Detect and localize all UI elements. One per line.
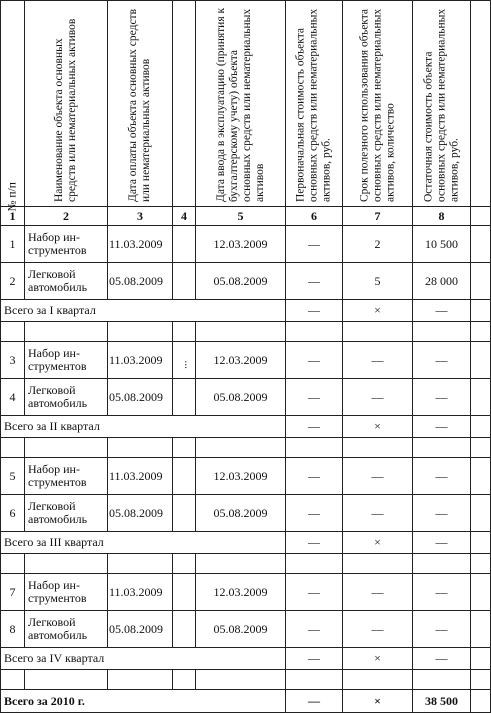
empty-cell <box>471 458 491 495</box>
empty-cell <box>196 438 286 458</box>
grand-total-useful-life: × <box>343 690 413 713</box>
residual-cost: — <box>413 574 471 611</box>
object-name: Легковой автомобиль <box>25 611 108 648</box>
column-number: 3 <box>108 207 173 226</box>
empty-cell <box>196 322 286 342</box>
column-number: 4 <box>173 207 196 226</box>
payment-date: 05.08.2009 <box>108 611 173 648</box>
row-number: 5 <box>1 458 25 495</box>
extra-cell <box>173 379 196 416</box>
empty-cell <box>471 495 491 532</box>
row-number: 3 <box>1 342 25 379</box>
payment-date: 11.03.2009 <box>108 574 173 611</box>
table-row <box>1 495 491 532</box>
total-residual-cost: — <box>413 648 471 670</box>
spacer-row <box>1 438 491 458</box>
empty-cell <box>471 300 491 322</box>
useful-life: — <box>343 495 413 532</box>
empty-cell <box>471 648 491 670</box>
residual-cost: — <box>413 458 471 495</box>
empty-cell <box>413 554 471 574</box>
object-name: Набор ин- струментов <box>25 342 108 379</box>
payment-date: 05.08.2009 <box>108 263 173 300</box>
table-row <box>1 226 491 263</box>
total-useful-life: × <box>343 416 413 438</box>
payment-date: 05.08.2009 <box>108 495 173 532</box>
total-useful-life: × <box>343 532 413 554</box>
row-number: 1 <box>1 226 25 263</box>
empty-cell <box>471 263 491 300</box>
empty-cell <box>471 438 491 458</box>
empty-cell <box>471 416 491 438</box>
grand-total-initial-cost: — <box>286 690 343 713</box>
extra-cell <box>173 611 196 648</box>
commission-date: 12.03.2009 <box>196 226 286 263</box>
empty-cell <box>471 322 491 342</box>
object-name: Легковой автомобиль <box>25 263 108 300</box>
empty-cell <box>471 226 491 263</box>
header-commission-date: Дата ввода в эксплуатацию (принятия к бухгалтерскому учету) объекта основных средств или нематериальных активов <box>196 1 286 207</box>
table-row <box>1 611 491 648</box>
empty-cell <box>471 611 491 648</box>
column-number: 1 <box>1 207 25 226</box>
empty-cell <box>196 670 286 690</box>
table-row <box>1 379 491 416</box>
empty-cell <box>108 438 173 458</box>
quarter-total-label: Всего за I квартал <box>1 300 286 322</box>
total-useful-life: × <box>343 300 413 322</box>
object-name: Набор ин- струментов <box>25 226 108 263</box>
extra-cell <box>173 574 196 611</box>
header-ellipsis: ... <box>173 1 196 207</box>
empty-cell <box>25 670 108 690</box>
spacer-row <box>1 670 491 690</box>
empty-cell <box>413 322 471 342</box>
extra-cell <box>173 495 196 532</box>
commission-date: 12.03.2009 <box>196 458 286 495</box>
initial-cost: — <box>286 263 343 300</box>
total-residual-cost: — <box>413 416 471 438</box>
empty-cell <box>343 554 413 574</box>
column-number: 6 <box>286 207 343 226</box>
initial-cost: — <box>286 458 343 495</box>
empty-cell <box>108 322 173 342</box>
empty-cell <box>173 554 196 574</box>
header-payment-date: Дата оплаты объекта основных средств или нематериальных активов <box>108 1 173 207</box>
payment-date: 11.03.2009 <box>108 342 173 379</box>
commission-date: 05.08.2009 <box>196 263 286 300</box>
quarter-total-row <box>1 300 491 322</box>
total-initial-cost: — <box>286 300 343 322</box>
empty-cell <box>471 690 491 713</box>
initial-cost: — <box>286 495 343 532</box>
residual-cost: 28 000 <box>413 263 471 300</box>
commission-date: 12.03.2009 <box>196 574 286 611</box>
residual-cost: 10 500 <box>413 226 471 263</box>
initial-cost: — <box>286 574 343 611</box>
empty-cell <box>471 532 491 554</box>
useful-life: — <box>343 342 413 379</box>
column-number-row <box>1 207 491 226</box>
empty-cell <box>173 670 196 690</box>
empty-cell <box>471 342 491 379</box>
header-number: № п/п <box>1 1 25 207</box>
residual-cost: — <box>413 342 471 379</box>
column-number: 2 <box>25 207 108 226</box>
table-row <box>1 342 491 379</box>
header-residual-cost: Остаточная стоимость объекта основных средств или нематериальных активов, руб. <box>413 1 471 207</box>
total-useful-life: × <box>343 648 413 670</box>
empty-cell <box>413 438 471 458</box>
empty-cell <box>1 322 25 342</box>
spacer-row <box>1 554 491 574</box>
empty-cell <box>25 322 108 342</box>
row-number: 4 <box>1 379 25 416</box>
residual-cost: — <box>413 611 471 648</box>
total-initial-cost: — <box>286 416 343 438</box>
useful-life: — <box>343 458 413 495</box>
useful-life: — <box>343 611 413 648</box>
payment-date: 05.08.2009 <box>108 379 173 416</box>
empty-cell <box>1 554 25 574</box>
row-number: 7 <box>1 574 25 611</box>
extra-cell <box>173 458 196 495</box>
quarter-total-row <box>1 416 491 438</box>
total-residual-cost: — <box>413 300 471 322</box>
empty-cell <box>1 670 25 690</box>
useful-life: — <box>343 574 413 611</box>
object-name: Легковой автомобиль <box>25 379 108 416</box>
empty-cell <box>343 322 413 342</box>
empty-cell <box>108 554 173 574</box>
quarter-total-label: Всего за IV квартал <box>1 648 286 670</box>
empty-cell <box>343 670 413 690</box>
row-number: 8 <box>1 611 25 648</box>
initial-cost: — <box>286 379 343 416</box>
empty-cell <box>108 670 173 690</box>
empty-cell <box>471 554 491 574</box>
header-useful-life: Срок полезного использования объекта основных средств или нематериальных активов, количество <box>343 1 413 207</box>
total-initial-cost: — <box>286 648 343 670</box>
residual-cost: — <box>413 495 471 532</box>
total-initial-cost: — <box>286 532 343 554</box>
empty-cell <box>25 438 108 458</box>
column-number: 7 <box>343 207 413 226</box>
row-number: 6 <box>1 495 25 532</box>
empty-cell <box>471 207 491 226</box>
object-name: Набор ин- струментов <box>25 458 108 495</box>
empty-cell <box>286 554 343 574</box>
useful-life: — <box>343 379 413 416</box>
header-initial-cost: Первоначальная стоимость объекта основных средств или нематериальных активов, руб. <box>286 1 343 207</box>
spacer-row <box>1 322 491 342</box>
empty-cell <box>286 322 343 342</box>
object-name: Набор ин- струментов <box>25 574 108 611</box>
empty-cell <box>286 438 343 458</box>
empty-cell <box>286 670 343 690</box>
empty-cell <box>343 438 413 458</box>
grand-total-label: Всего за 2010 г. <box>1 690 286 713</box>
grand-total-residual-cost: 38 500 <box>413 690 471 713</box>
grand-total-row <box>1 690 491 713</box>
table-row <box>1 458 491 495</box>
initial-cost: — <box>286 611 343 648</box>
empty-cell <box>173 438 196 458</box>
payment-date: 11.03.2009 <box>108 458 173 495</box>
column-number: 8 <box>413 207 471 226</box>
quarter-total-label: Всего за III квартал <box>1 532 286 554</box>
empty-cell <box>1 438 25 458</box>
empty-cell <box>413 670 471 690</box>
table-row <box>1 574 491 611</box>
empty-cell <box>471 379 491 416</box>
empty-cell <box>25 554 108 574</box>
payment-date: 11.03.2009 <box>108 226 173 263</box>
quarter-total-label: Всего за II квартал <box>1 416 286 438</box>
useful-life: 5 <box>343 263 413 300</box>
object-name: Легковой автомобиль <box>25 495 108 532</box>
commission-date: 05.08.2009 <box>196 611 286 648</box>
commission-date: 05.08.2009 <box>196 379 286 416</box>
useful-life: 2 <box>343 226 413 263</box>
initial-cost: — <box>286 226 343 263</box>
total-residual-cost: — <box>413 532 471 554</box>
table-row <box>1 263 491 300</box>
column-number: 5 <box>196 207 286 226</box>
empty-cell <box>471 574 491 611</box>
header-extra-column <box>471 1 491 207</box>
quarter-total-row <box>1 648 491 670</box>
header-object-name: Наименование объекта основных средств или нематериальных активов <box>25 1 108 207</box>
initial-cost: — <box>286 342 343 379</box>
residual-cost: — <box>413 379 471 416</box>
commission-date: 12.03.2009 <box>196 342 286 379</box>
empty-cell <box>471 670 491 690</box>
quarter-total-row <box>1 532 491 554</box>
commission-date: 05.08.2009 <box>196 495 286 532</box>
empty-cell <box>196 554 286 574</box>
row-number: 2 <box>1 263 25 300</box>
